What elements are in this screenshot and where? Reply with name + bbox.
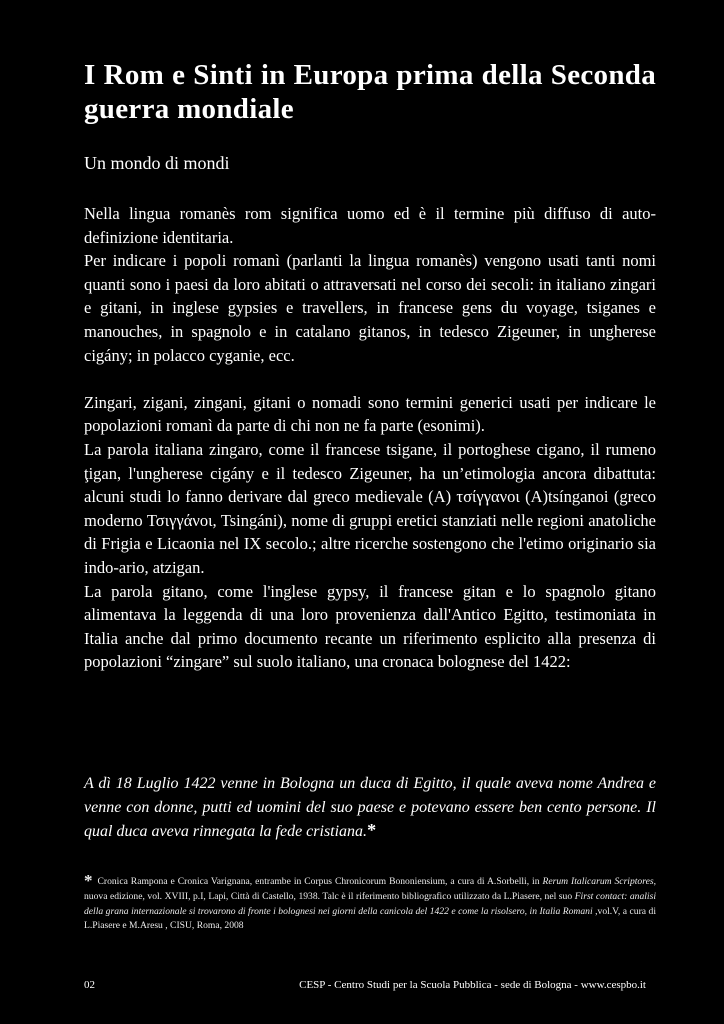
page-title: I Rom e Sinti in Europa prima della Seconda guerra mondiale (84, 59, 656, 125)
footnote-italic-title-2: First contact: analisi della grana internazionale si trovarono di fronte i bolognesi nei giorni della canicola del 1422 e come la risolsero, in Italia Romani (84, 890, 656, 917)
paragraph-exonyms: Zingari, zigani, zingani, gitani o nomadi sono termini generici usati per indicare le popolazioni romanì da parte di chi non ne fa parte (esonimi). (84, 392, 656, 436)
footnote (84, 871, 657, 934)
footnote-italic-title-1: Rerum Italicarum Scriptores (542, 876, 654, 887)
footnote-text-3: ,vol.V, a cura di L.Piasere e M.Aresu , CISU, Roma, 2008 (84, 905, 657, 932)
footnote-marker: * (84, 871, 93, 890)
footnote-reference-marker: * (367, 820, 377, 841)
paragraph-names-by-country: Per indicare i popoli romanì (parlanti la lingua romanès) vengono usati tanti nomi quanti sono i paesi da loro abitati o attraversati nel corso dei secoli: in italiano zingari e gitani, in inglese gypsies e travellers, in francese gens du voyage, tsiganes e manouches, in spagnolo e in catalano gitanos, in tedesco Zigeuner, in ungherese cigány; in polacco cyganie, ecc. (84, 251, 656, 365)
body-text (84, 202, 656, 674)
footer-credit: CESP - Centro Studi per la Scuola Pubblica - sede di Bologna - www.cespbo.it (299, 979, 646, 991)
paragraph-zingaro-etymology: La parola italiana zingaro, come il francese tsigane, il portoghese cigano, il rumeno ţigan, l'ungherese cigány e il tedesco Zigeuner, ha un’etimologia ancora dibattuta: alcuni studi lo fanno derivare dal greco medievale (A) τσίγγανοι (A)tsínganoi (greco moderno Τσιγγάνοι, Tsingáni), nome di gruppi eretici stanziati nelle regioni anatoliche di Frigia e Licaonia nel IX secolo.; altre ricerche sostengono che l'etimo originario sia indo-ario, atzigan. (84, 439, 656, 577)
quote-text: A dì 18 Luglio 1422 venne in Bologna un duca di Egitto, il quale aveva nome Andrea e venne con donne, putti ed uomini del suo paese e potevano essere ben cento persone. Il qual duca aveva rinnegata la fede cristiana. (84, 775, 656, 841)
paragraph-gitano-egypt: La parola gitano, come l'inglese gypsy, il francese gitan e lo spagnolo gitano alimentava la leggenda di una loro provenienza dall'Antico Egitto, testimoniata in Italia anche dal primo documento recante un riferimento esplicito alla presenza di popolazioni “zingare” sul suolo italiano, una cronaca bolognese del 1422: (84, 581, 656, 672)
paragraph-spacer (84, 367, 656, 391)
footnote-text-1: Cronica Rampona e Cronica Varignana, entrambe in Corpus Chronicorum Bononiensium, a cura di A.Sorbelli, in (97, 876, 543, 887)
section-subtitle: Un mondo di mondi (84, 153, 230, 173)
footnote-text-2: , nuova edizione, vol. XVIII, p.I, Lapi, Città di Castello, 1938. Talc è il riferimento bibliografico utilizzato da L.Piasere, nel suo (84, 876, 656, 902)
paragraph-rom-definition: Nella lingua romanès rom significa uomo ed è il termine più diffuso di auto-definizione identitaria. (84, 204, 656, 247)
chronicle-quote (84, 772, 656, 844)
page-number: 02 (84, 979, 95, 991)
